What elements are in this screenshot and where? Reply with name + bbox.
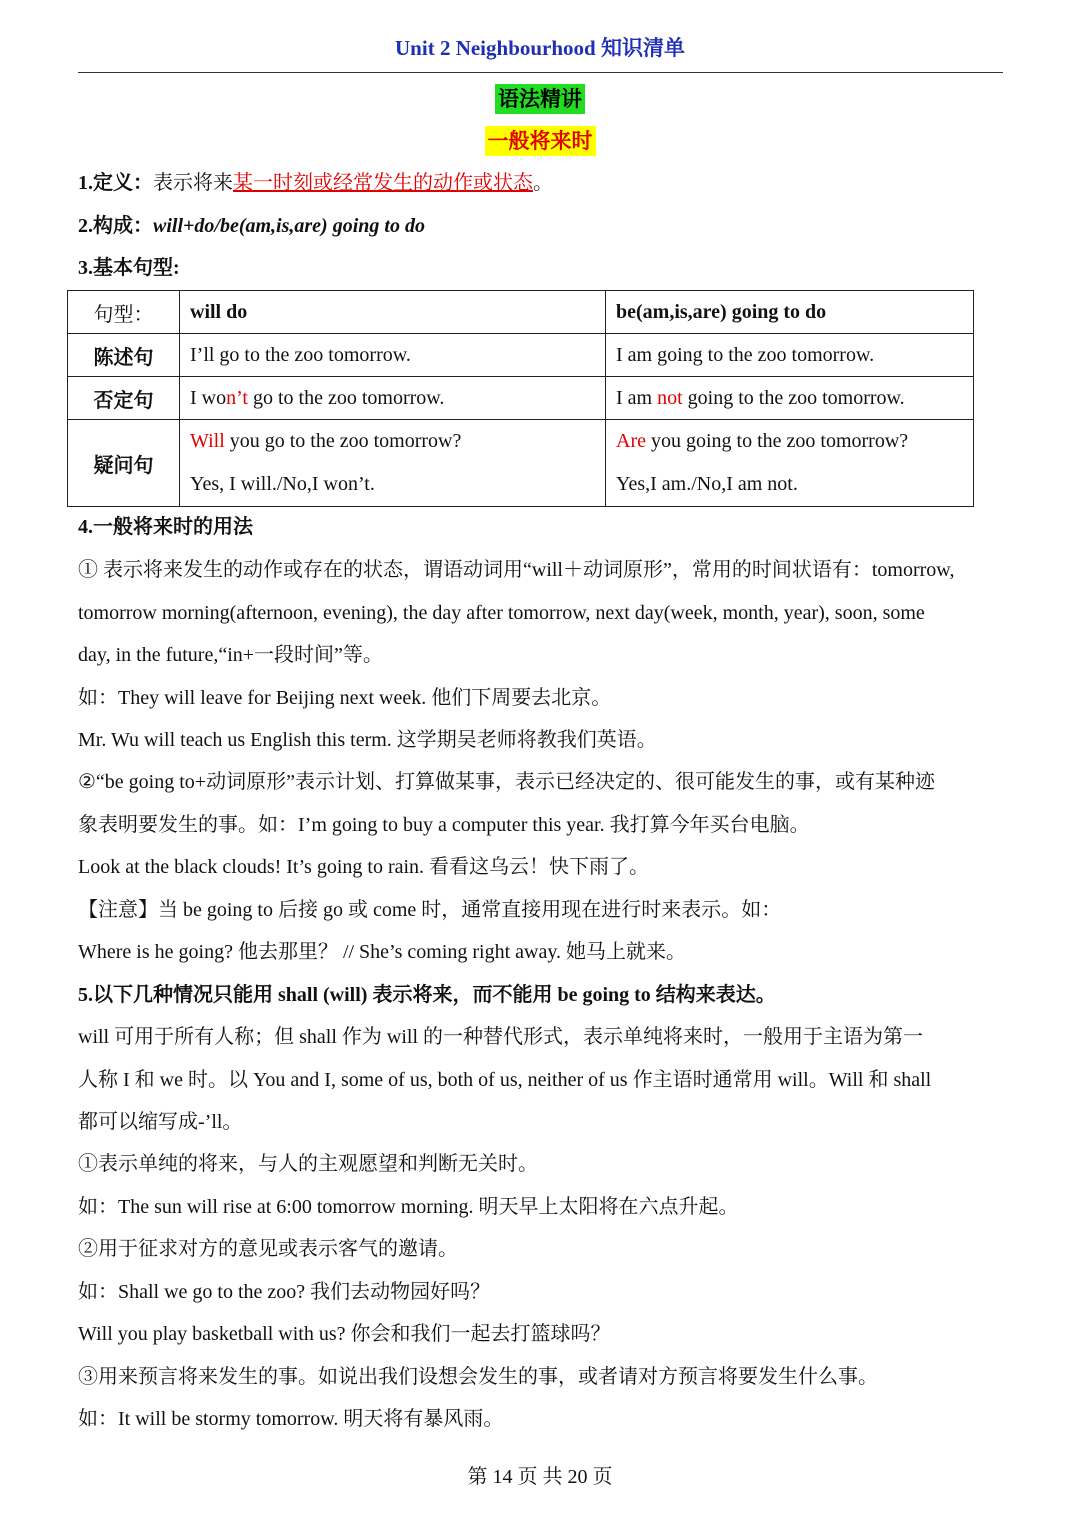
usage-heading: 4.一般将来时的用法 <box>78 516 253 538</box>
affirmative-will: I’ll go to the zoo tomorrow. <box>180 334 606 377</box>
body-line: 如：Shall we go to the zoo? 我们去动物园好吗？ <box>78 1281 491 1303</box>
topic-badge: 一般将来时 <box>485 126 596 156</box>
row-label-affirmative: 陈述句 <box>68 334 180 377</box>
body-line: ① 表示将来发生的动作或存在的状态，谓语动词用“will＋动词原形”，常用的时间状语有：tomorrow, <box>78 559 955 581</box>
table-head-will: will do <box>180 291 606 334</box>
section-badge: 语法精讲 <box>495 84 585 114</box>
table-head-label: 句型： <box>68 291 180 334</box>
table-row-question <box>68 420 974 507</box>
body-line: Look at the black clouds! It’s going to rain. 看看这乌云！快下雨了。 <box>78 856 650 878</box>
row-label-negative: 否定句 <box>68 377 180 420</box>
affirmative-going: I am going to the zoo tomorrow. <box>606 334 974 377</box>
definition-highlight: 某一时刻或经常发生的动作或状态 <box>233 172 533 194</box>
question-will-q <box>190 420 595 463</box>
negative-will <box>180 377 606 420</box>
question-going-q <box>616 420 963 463</box>
question-going-answer: Yes,I am./No,I am not. <box>616 473 798 495</box>
negative-will-pre: I wo <box>190 386 227 409</box>
question-will-red: Will <box>190 430 225 452</box>
body-line: 如：They will leave for Beijing next week. 他们下周要去北京。 <box>78 687 612 709</box>
table-head-going: be(am,is,are) going to do <box>606 291 974 334</box>
section-badge-row <box>0 84 1080 114</box>
body-line: will 可用于所有人称；但 shall 作为 will 的一种替代形式，表示单纯将来时，一般用于主语为第一 <box>78 1026 923 1048</box>
definition-label: 1.定义： <box>78 172 153 194</box>
body-line: 人称 I 和 we 时。以 You and I, some of us, both of us, neither of us 作主语时通常用 will。Will 和 shall <box>78 1069 932 1091</box>
definition-end: 。 <box>533 172 553 194</box>
body-line: ①表示单纯的将来，与人的主观愿望和判断无关时。 <box>78 1153 538 1175</box>
question-going-red: Are <box>616 430 646 452</box>
question-going-text: you going to the zoo tomorrow? <box>645 430 909 452</box>
structure-line <box>78 212 1008 240</box>
body-line: tomorrow morning(afternoon, evening), the day after tomorrow, next day(week, month, year), soon, some <box>78 602 925 624</box>
patterns-heading: 3.基本句型: <box>78 257 180 279</box>
page-header-title: Unit 2 Neighbourhood 知识清单 <box>395 36 685 60</box>
page-number: 第 14 页 共 20 页 <box>467 1466 613 1488</box>
body-line: 如：It will be stormy tomorrow. 明天将有暴风雨。 <box>78 1408 504 1430</box>
table-header-row <box>68 291 974 334</box>
definition-text: 表示将来 <box>153 172 233 194</box>
question-will-text: you go to the zoo tomorrow? <box>224 430 462 452</box>
header-divider <box>78 72 1003 73</box>
body-line: ②用于征求对方的意见或表示客气的邀请。 <box>78 1238 458 1260</box>
table-row-negative <box>68 377 974 420</box>
negative-going-post: going to the zoo tomorrow. <box>682 386 905 409</box>
shall-heading: 5.以下几种情况只能用 shall (will) 表示将来，而不能用 be going to 结构来表达。 <box>78 984 776 1006</box>
row-label-question: 疑问句 <box>68 420 180 507</box>
negative-going-red: not <box>657 386 683 409</box>
table-row-affirmative <box>68 334 974 377</box>
negative-will-post: go to the zoo tomorrow. <box>247 386 445 409</box>
structure-label: 2.构成： <box>78 215 153 237</box>
body-line: 如：The sun will rise at 6:00 tomorrow morning. 明天早上太阳将在六点升起。 <box>78 1196 739 1218</box>
sentence-pattern-table <box>67 290 974 507</box>
body-line: Where is he going? 他去那里？ // She’s coming right away. 她马上就来。 <box>78 941 687 963</box>
body-line: 都可以缩写成-’ll。 <box>78 1111 243 1133</box>
body-line: Will you play basketball with us? 你会和我们一起去打篮球吗？ <box>78 1323 611 1345</box>
definition-line <box>78 169 1008 197</box>
question-will-answer: Yes, I will./No,I won’t. <box>190 473 375 495</box>
negative-going-pre: I am <box>616 386 658 409</box>
body-line: ②“be going to+动词原形”表示计划、打算做某事，表示已经决定的、很可能发生的事，或有某种迹 <box>78 771 935 793</box>
negative-going <box>606 377 974 420</box>
body-line: Mr. Wu will teach us English this term. 这学期吴老师将教我们英语。 <box>78 729 657 751</box>
negative-will-red: n’t <box>226 386 248 409</box>
body-line: day, in the future,“in+一段时间”等。 <box>78 644 383 666</box>
question-going <box>606 420 974 507</box>
note-line: 【注意】当 be going to 后接 go 或 come 时，通常直接用现在进行时来表示。如： <box>78 899 782 921</box>
body-line: 象表明要发生的事。如：I’m going to buy a computer this year. 我打算今年买台电脑。 <box>78 814 810 836</box>
question-will <box>180 420 606 507</box>
topic-badge-row <box>0 126 1080 156</box>
structure-formula: will+do/be(am,is,are) going to do <box>153 215 425 237</box>
body-line: ③用来预言将来发生的事。如说出我们设想会发生的事，或者请对方预言将要发生什么事。 <box>78 1366 878 1388</box>
